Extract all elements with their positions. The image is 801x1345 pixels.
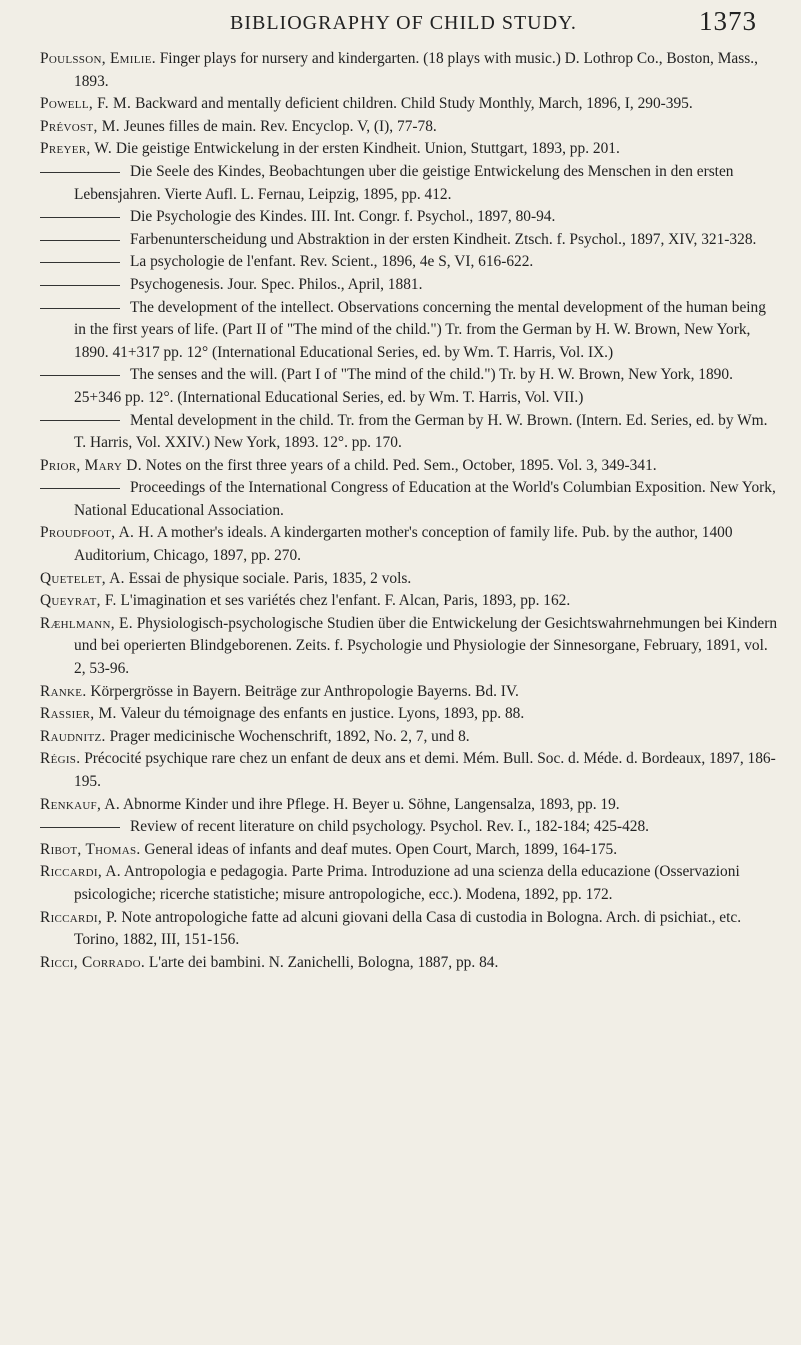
entry-text: Note antropologiche fatte ad alcuni giovani della Casa di custodia in Bologna. Arch. di psichiat., etc. Torino, 1882, III, 151-156. (74, 908, 742, 949)
bibliography-entry (40, 206, 780, 229)
entry-text: Précocité psychique rare chez un enfant de deux ans et demi. Mém. Bull. Soc. d. Méde. d. Bordeaux, 1897, 186-195. (74, 750, 776, 790)
bibliography-entry (40, 681, 780, 704)
ditto-rule (40, 308, 120, 309)
entry-text: General ideas of infants and deaf mutes. Open Court, March, 1899, 164-175. (144, 840, 618, 858)
bibliography-entry (40, 861, 780, 906)
running-title: BIBLIOGRAPHY OF CHILD STUDY. (230, 12, 577, 34)
entry-author: Quetelet, A. (40, 569, 125, 587)
entry-text: Review of recent literature on child psychology. Psychol. Rev. I., 182-184; 425-428. (130, 818, 650, 836)
entry-text: Psychogenesis. Jour. Spec. Philos., April, 1881. (130, 275, 423, 293)
entry-text: A mother's ideals. A kindergarten mother's conception of family life. Pub. by the author, 1400 Auditorium, Chicago, 1897, pp. 270. (74, 524, 733, 565)
entry-text: Körpergrösse in Bayern. Beiträge zur Anthropologie Bayerns. Bd. IV. (90, 682, 519, 700)
bibliography-entry (40, 839, 780, 862)
bibliography-entry (40, 116, 780, 139)
entry-author: Queyrat, F. (40, 592, 117, 610)
bibliography-entry (40, 93, 780, 116)
entry-text: Essai de physique sociale. Paris, 1835, 2 vols. (128, 569, 412, 587)
entry-author: Poulsson, Emilie. (40, 50, 156, 67)
bibliography-entry (40, 748, 780, 793)
bibliography-entry (40, 590, 780, 613)
bibliography-entry (40, 297, 780, 365)
bibliography-entry (40, 251, 780, 274)
entry-author: Ricci, Corrado. (40, 953, 146, 971)
bibliography-entry (40, 568, 780, 591)
entry-text: L'arte dei bambini. N. Zanichelli, Bologna, 1887, pp. 84. (148, 953, 499, 971)
entry-text: Notes on the first three years of a child. Ped. Sem., October, 1895. Vol. 3, 349-341. (145, 456, 657, 474)
bibliography-entry (40, 907, 780, 952)
ditto-rule (40, 375, 120, 376)
ditto-rule (40, 217, 120, 218)
entry-text: La psychologie de l'enfant. Rev. Scient., 1896, 4e S, VI, 616-622. (130, 253, 534, 271)
page-number: 1373 (699, 6, 757, 36)
bibliography-entry (40, 477, 780, 522)
entry-author: Proudfoot, A. H. (40, 524, 154, 542)
ditto-rule (40, 240, 120, 241)
ditto-rule (40, 172, 120, 173)
entry-text: Die geistige Entwickelung in der ersten Kindheit. Union, Stuttgart, 1893, pp. 201. (115, 140, 620, 158)
entry-author: Ranke. (40, 682, 87, 700)
entry-text: Proceedings of the International Congress of Education at the World's Columbian Exposition. New York, National Educational Association. (74, 479, 776, 519)
bibliography-entry (40, 726, 780, 749)
bibliography-entry (40, 455, 780, 478)
entry-author: Raudnitz. (40, 727, 106, 745)
entry-text: Abnorme Kinder und ihre Pflege. H. Beyer u. Söhne, Langensalza, 1893, pp. 19. (123, 795, 620, 813)
entry-text: Finger plays for nursery and kindergarten. (18 plays with music.) D. Lothrop Co., Boston, Mass., 1893. (74, 50, 758, 90)
bibliography-entry (40, 703, 780, 726)
page-header (0, 6, 801, 46)
entry-author: Powell, F. M. (40, 95, 132, 113)
entry-text: The development of the intellect. Observations concerning the mental development of the human being in the first years of life. (Part II of "The mind of the child.") Tr. from the German by H. W. Brown, New York, 1890. 41+317 pp. 12° (International Educational Series, ed. by Wm. T. Harris, Vol. IX.) (74, 298, 766, 361)
entry-text: Antropologia e pedagogia. Parte Prima. Introduzione ad una scienza della educazione (Osservazioni psicologiche; ricerche statistiche; misure antropologiche, ecc.). Modena, 1892, pp. 172. (74, 863, 740, 903)
entry-author: Ribot, Thomas. (40, 840, 141, 858)
ditto-rule (40, 262, 120, 263)
bibliography-entry (40, 522, 780, 567)
entry-text: Jeunes filles de main. Rev. Encyclop. V, (I), 77-78. (123, 117, 437, 135)
bibliography-entry (40, 138, 780, 161)
bibliography-entry (40, 816, 780, 839)
entry-text: L'imagination et ses variétés chez l'enfant. F. Alcan, Paris, 1893, pp. 162. (120, 592, 571, 610)
entry-author: Rassier, M. (40, 705, 117, 723)
ditto-rule (40, 488, 120, 489)
entry-text: Physiologisch-psychologische Studien über die Entwickelung der Gesichtswahrnehmungen bei Kindern und bei operierten Blindgeborenen. Zeits. f. Psychologie und Physiologie der Sinnesorgane, February, 1891, vol. 2, 53-96. (74, 614, 778, 678)
bibliography-entry (40, 48, 780, 93)
bibliography-entry (40, 952, 780, 975)
entry-text: Backward and mentally deficient children. Child Study Monthly, March, 1896, I, 290-395. (135, 95, 693, 113)
entry-text: Prager medicinische Wochenschrift, 1892, No. 2, 7, und 8. (109, 727, 470, 745)
entry-author: Prior, Mary D. (40, 456, 142, 474)
entry-text: Die Psychologie des Kindes. III. Int. Congr. f. Psychol., 1897, 80-94. (130, 208, 556, 226)
ditto-rule (40, 420, 120, 421)
entry-text: Die Seele des Kindes, Beobachtungen uber die geistige Entwickelung des Menschen in den ersten Lebensjahren. Vierte Aufl. L. Fernau, Leipzig, 1895, pp. 412. (74, 162, 734, 203)
bibliography-entry (40, 613, 780, 681)
entry-author: Ræhlmann, E. (40, 614, 133, 632)
bibliography-entry (40, 794, 780, 817)
bibliography-entry (40, 229, 780, 252)
entry-author: Preyer, W. (40, 140, 112, 158)
entry-text: Farbenunterscheidung und Abstraktion in der ersten Kindheit. Ztsch. f. Psychol., 1897, XIV, 321-328. (130, 230, 757, 248)
bibliography-entry (40, 364, 780, 409)
entry-author: Renkauf, A. (40, 795, 120, 813)
ditto-rule (40, 285, 120, 286)
entry-text: Mental development in the child. Tr. from the German by H. W. Brown. (Intern. Ed. Series, ed. by Wm. T. Harris, Vol. XXIV.) New York, 1893. 12°. pp. 170. (74, 411, 768, 452)
bibliography-entry (40, 161, 780, 206)
entry-text: The senses and the will. (Part I of "The mind of the child.") Tr. by H. W. Brown, New York, 1890. 25+346 pp. 12°. (International Educational Series, ed. by Wm. T. Harris, Vol. VII.) (74, 366, 733, 406)
bibliography-list (40, 48, 780, 974)
bibliography-entry (40, 274, 780, 297)
entry-author: Riccardi, A. (40, 863, 121, 881)
bibliography-entry (40, 410, 780, 455)
entry-author: Prévost, M. (40, 117, 120, 135)
entry-text: Valeur du témoignage des enfants en justice. Lyons, 1893, pp. 88. (120, 705, 525, 723)
entry-author: Régis. (40, 750, 81, 768)
ditto-rule (40, 827, 120, 828)
entry-author: Riccardi, P. (40, 908, 118, 926)
